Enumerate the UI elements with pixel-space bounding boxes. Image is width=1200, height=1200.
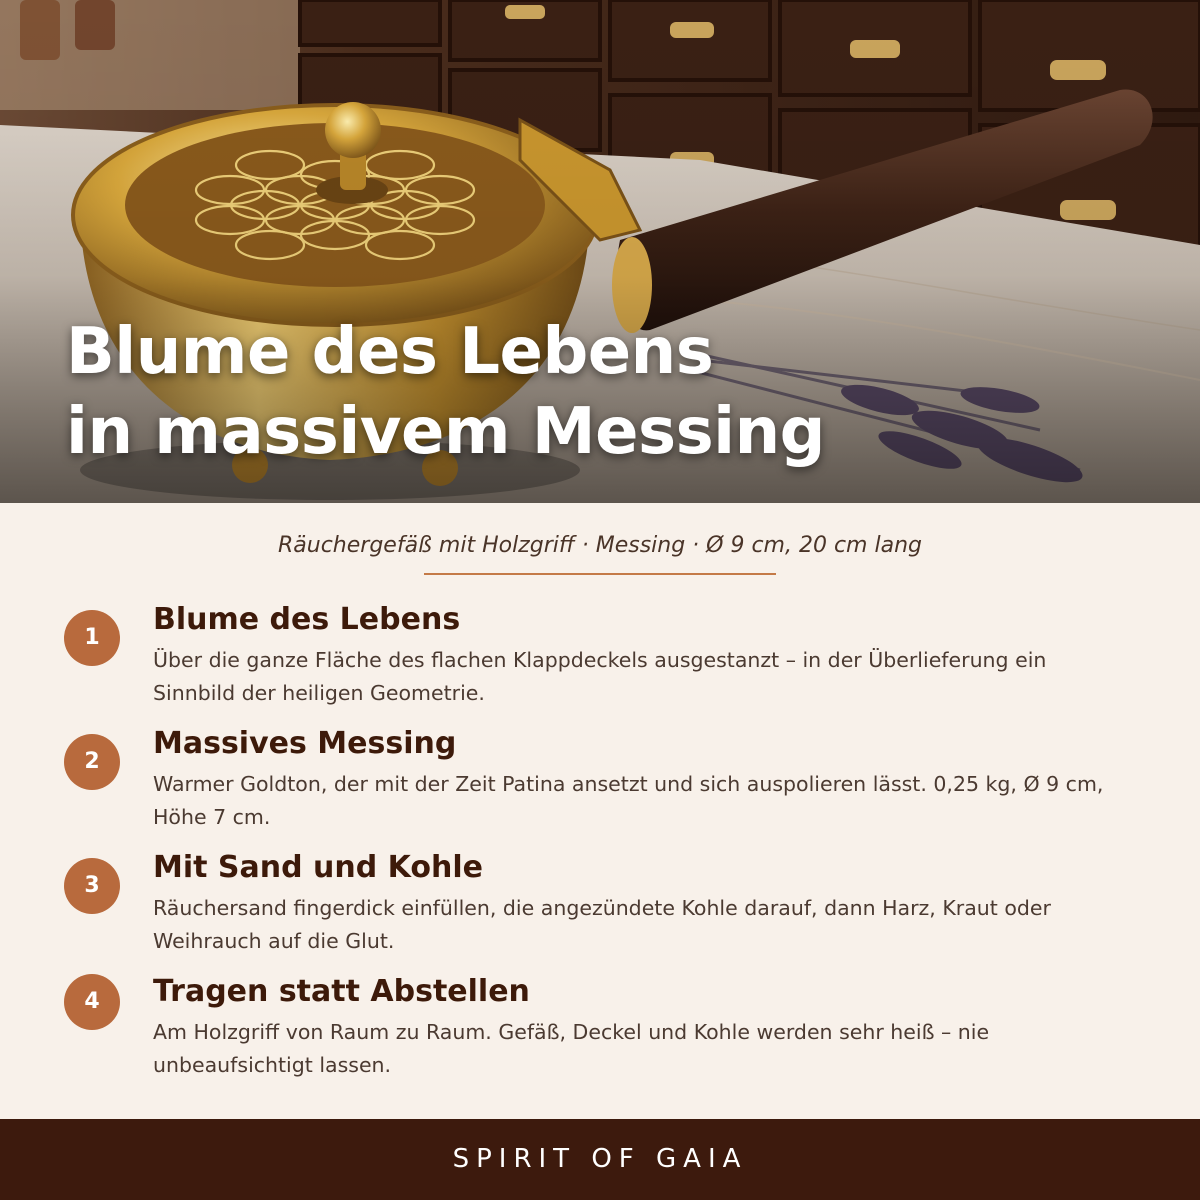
feature-title: Massives Messing xyxy=(153,726,457,761)
feature-title: Tragen statt Abstellen xyxy=(153,974,530,1009)
feature-description: Räuchersand fingerdick einfüllen, die angezündete Kohle darauf, dann Harz, Kraut oder Weihrauch auf die Glut. xyxy=(153,896,1051,953)
product-subtitle: Räuchergefäß mit Holzgriff · Messing · Ø 9 cm, 20 cm lang xyxy=(278,533,922,558)
feature-description: Warmer Goldton, der mit der Zeit Patina ansetzt und sich auspolieren lässt. 0,25 kg, Ø 9 cm, Höhe 7 cm. xyxy=(153,772,1104,829)
hero-title-line-2: in massivem Messing xyxy=(66,395,825,469)
feature-description: Am Holzgriff von Raum zu Raum. Gefäß, Deckel und Kohle werden sehr heiß – nie unbeaufsichtigt lassen. xyxy=(153,1020,990,1077)
hero-title-line-1: Blume des Lebens xyxy=(66,315,714,389)
divider xyxy=(424,573,776,575)
step-number-badge: 4 xyxy=(64,974,120,1030)
hero-section xyxy=(0,0,1200,503)
footer-bar xyxy=(0,1119,1200,1200)
hero-title xyxy=(66,312,825,472)
feature-description: Über die ganze Fläche des flachen Klappdeckels ausgestanzt – in der Überlieferung ein Sinnbild der heiligen Geometrie. xyxy=(153,648,1047,705)
step-number-badge: 3 xyxy=(64,858,120,914)
feature-title: Blume des Lebens xyxy=(153,602,461,637)
step-number-badge: 2 xyxy=(64,734,120,790)
feature-title: Mit Sand und Kohle xyxy=(153,850,483,885)
brand-name: SPIRIT OF GAIA xyxy=(452,1144,748,1174)
step-number-badge: 1 xyxy=(64,610,120,666)
